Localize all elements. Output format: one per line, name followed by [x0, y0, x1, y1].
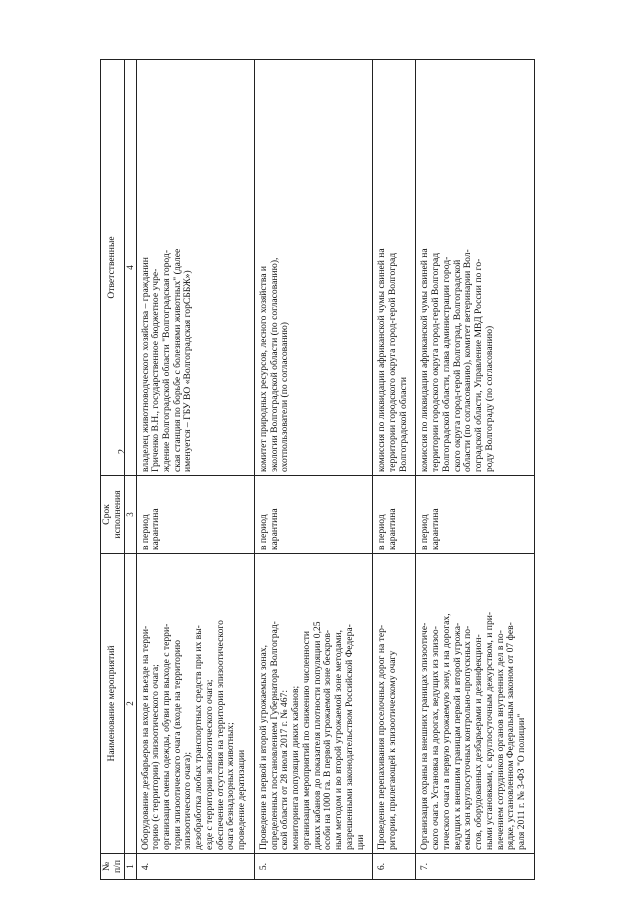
- measure-name: [136, 554, 254, 854]
- measure-name-line: торию (с территории) эпизоотического очага;: [150, 664, 162, 850]
- row-number: 6.: [373, 854, 416, 880]
- measure-name-line: разрешенными законодательством Российской Федера-: [343, 624, 355, 850]
- table-row: [136, 60, 254, 880]
- responsible-line: гоградской области, Управление МВД России по го-: [473, 258, 485, 472]
- measure-name-line: тории эпизоотического очага (входе на территорию: [171, 639, 183, 850]
- measure-name-line: ской области от 28 июля 2017 г. № 467:: [279, 690, 291, 850]
- measure-name: [254, 554, 372, 854]
- responsible-line: комиссия по ликвидации африканской чумы свиней на: [419, 248, 431, 472]
- responsible-line: Гриченко В.Н., государственное бюджетное учре-: [150, 268, 162, 472]
- measure-name-line: ции: [354, 834, 366, 850]
- header-responsible: Ответственные: [101, 60, 125, 476]
- measure-name-line: организация смены одежды, обуви при выходе с терри-: [161, 623, 173, 850]
- responsible-line: территории городского округа город-герой Волгоград: [386, 252, 398, 472]
- measure-name-line: особи на 1000 га. В первой угрожаемой зоне бескров-: [322, 629, 334, 850]
- row-number: 7.: [416, 854, 534, 880]
- measure-name-line: ского очага. Установка на дорогах, ведущих из эпизоо-: [430, 626, 442, 850]
- row-number: 4.: [136, 854, 254, 880]
- responsible-line: ждение Волгоградской области "Волгоградская город-: [161, 249, 173, 472]
- responsible-line: ская станция по борьбе с болезнями животных" (далее: [171, 248, 183, 472]
- measure-name-line: раля 2011 г. № 3-ФЗ "О полиции": [516, 713, 528, 850]
- measure-responsible: [416, 60, 534, 476]
- measure-name-line: определенных постановлением Губернатора Волгоград-: [268, 621, 280, 850]
- measure-name-line: емых зон круглосуточных контрольно-пропускных по-: [462, 625, 474, 850]
- measure-term: в период карантина: [416, 476, 534, 554]
- measure-name: [373, 554, 416, 854]
- column-number: 4: [125, 60, 136, 476]
- measure-responsible: [254, 60, 372, 476]
- table-row: [416, 60, 534, 880]
- header-name: Наименование мероприятий: [101, 554, 125, 854]
- measure-responsible: [373, 60, 416, 476]
- measure-name-line: проведение дератизации: [236, 749, 248, 850]
- responsible-line: именуется – ГБУ ВО «Волгоградская горСББЖ»): [182, 270, 194, 472]
- header-num: № п/п: [101, 854, 125, 880]
- measure-term: в период карантина: [373, 476, 416, 554]
- column-number: 2: [125, 554, 136, 854]
- measure-name-line: Проведение перепахивания проселочных дорог на тер-: [376, 624, 388, 850]
- measure-name-line: влечением сотрудников органов внутренних дел в по-: [494, 630, 506, 850]
- measure-name-line: обеспечение отсутствия на территории эпизоотического: [214, 620, 226, 850]
- measure-name-line: дезобработка любых транспортных средств при их вы-: [193, 625, 205, 850]
- column-number: 3: [125, 476, 136, 554]
- measure-name-line: Организация охраны на внешних границах эпизоотиче-: [419, 622, 431, 850]
- measure-name-line: ным методом и во второй угрожаемой зоне методами,: [333, 629, 345, 850]
- table-row: [373, 60, 416, 880]
- table-body: [136, 60, 534, 880]
- page-number: 2: [117, 449, 128, 454]
- measure-name-line: ными установками, с круглосуточным дежурством, и при-: [483, 611, 495, 850]
- measure-name-line: организация мероприятий по снижению численности: [300, 630, 312, 850]
- row-number: 5.: [254, 854, 372, 880]
- responsible-line: области (по согласованию), комитет ветеринарии Вол-: [462, 249, 474, 472]
- responsible-line: территории городского округа город-герой Волгоград: [430, 252, 442, 472]
- responsible-line: Волгоградской области: [397, 376, 409, 472]
- measure-name-line: езде с территории эпизоотического очага;: [203, 679, 215, 850]
- responsible-line: Волгоградской области, глава администрации город-: [440, 256, 452, 472]
- responsible-line: роду Волгограду (по согласованию): [483, 325, 495, 472]
- measure-responsible: [136, 60, 254, 476]
- responsible-line: владелец животноводческого хозяйства – гражданин: [139, 257, 151, 472]
- responsible-line: охотпользователи (по согласованию): [279, 322, 291, 472]
- measure-name: [416, 554, 534, 854]
- measure-name-line: Оборудование дезбарьеров на входе и въезде на терри-: [139, 625, 151, 850]
- responsible-line: комиссия по ликвидации африканской чумы свиней на: [376, 248, 388, 472]
- measure-term: в период карантина: [254, 476, 372, 554]
- measure-name-line: рядке, установленном Федеральным законом от 07 фев-: [505, 622, 517, 850]
- table-header-row: [101, 60, 125, 880]
- column-numbers-row: [125, 60, 136, 880]
- measure-name-line: стов, оборудованных дезбарьерами и дезинфекцион-: [473, 634, 485, 850]
- measure-name-line: тического очага в первую угрожаемую зону, и на дорогах,: [440, 613, 452, 850]
- rotated-sheet: [100, 60, 528, 880]
- header-term: Срок исполнения: [101, 476, 125, 554]
- measure-name-line: очага безнадзорных животных;: [225, 722, 237, 850]
- measure-name-line: Проведение в первой и второй угрожаемых зонах,: [257, 645, 269, 850]
- measure-name-line: мониторинга популяции диких кабанов;: [290, 685, 302, 850]
- measure-name-line: диких кабанов до показателя плотности популяции 0,25: [311, 621, 323, 850]
- responsible-line: экологии Волгоградской области (по согласованию),: [268, 257, 280, 472]
- responsible-line: комитет природных ресурсов, лесного хозяйства и: [257, 265, 269, 472]
- table-row: [254, 60, 372, 880]
- measures-table: [100, 59, 535, 880]
- measure-name-line: ритории, прилегающей к эпизоотическому очагу: [386, 650, 398, 850]
- column-number: 1: [125, 854, 136, 880]
- measure-name-line: ведущих к внешним границам первой и второй угрожа-: [451, 622, 463, 850]
- measure-term: в период карантина: [136, 476, 254, 554]
- responsible-line: ского округа город-герой Волгоград, Волгоградской: [451, 259, 463, 472]
- measure-name-line: эпизоотического очага);: [182, 751, 194, 850]
